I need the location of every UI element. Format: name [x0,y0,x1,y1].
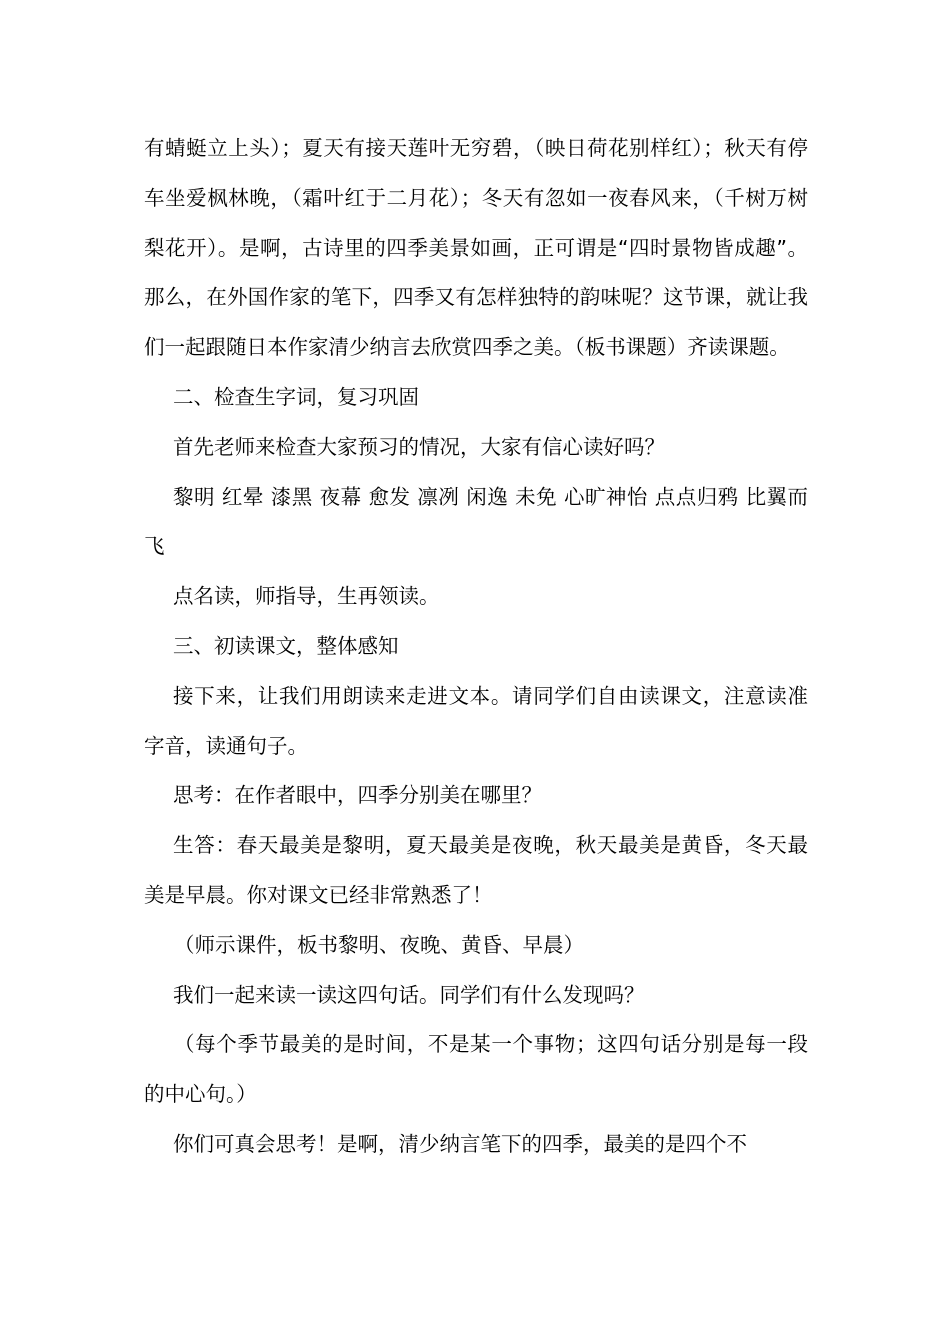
paragraph-board-note: （师示课件，板书黎明、夜晚、黄昏、早晨） [174,932,584,957]
paragraph-preview-check: 首先老师来检查大家预习的情况，大家有信心读好吗？ [173,434,665,459]
paragraph-free-reading: 接下来，让我们用朗读来走进文本。请同学们自由读课文，注意读准字音，读通句子。 [144,683,808,758]
paragraph-praise: 你们可真会思考！是啊，清少纳言笔下的四季，最美的是四个不 [173,1131,747,1156]
paragraph-intro-continued: 有蜻蜓立上头）；夏天有接天莲叶无穷碧，（映日荷花别样红）；秋天有停车坐爱枫林晚，（霜叶红于二月花）；冬天有忽如一夜春风来，（千树万树梨花开）。是啊，古诗里的四季美景如画，正可谓是“四时景物皆成趣”。那么，在外国作家的笔下，四季又有怎样独特的韵味呢？这节课，就让我们一起跟随日本作家清少纳言去欣赏四季之美。（板书课题）齐读课题。 [144,136,808,360]
section-heading-review: 二、检查生字词，复习巩固 [173,384,419,409]
paragraph-student-answer: 生答：春天最美是黎明，夏天最美是夜晚，秋天最美是黄昏，冬天最美是早晨。你对课文已经非常熟悉了！ [144,833,808,907]
document-body [144,124,808,1170]
section-heading-first-reading: 三、初读课文，整体感知 [173,633,399,658]
paragraph-reading-method: 点名读，师指导，生再领读。 [173,584,440,609]
paragraph-vocabulary-list: 黎明 红晕 漆黑 夜幕 愈发 凛冽 闲逸 未免 心旷神怡 点点归鸦 比翼而飞 [144,484,808,559]
paragraph-discovery: （每个季节最美的是时间，不是某一个事物；这四句话分别是每一段的中心句。） [144,1032,808,1107]
paragraph-read-together: 我们一起来读一读这四句话。同学们有什么发现吗？ [173,982,645,1007]
paragraph-question: 思考：在作者眼中，四季分别美在哪里？ [173,783,542,808]
